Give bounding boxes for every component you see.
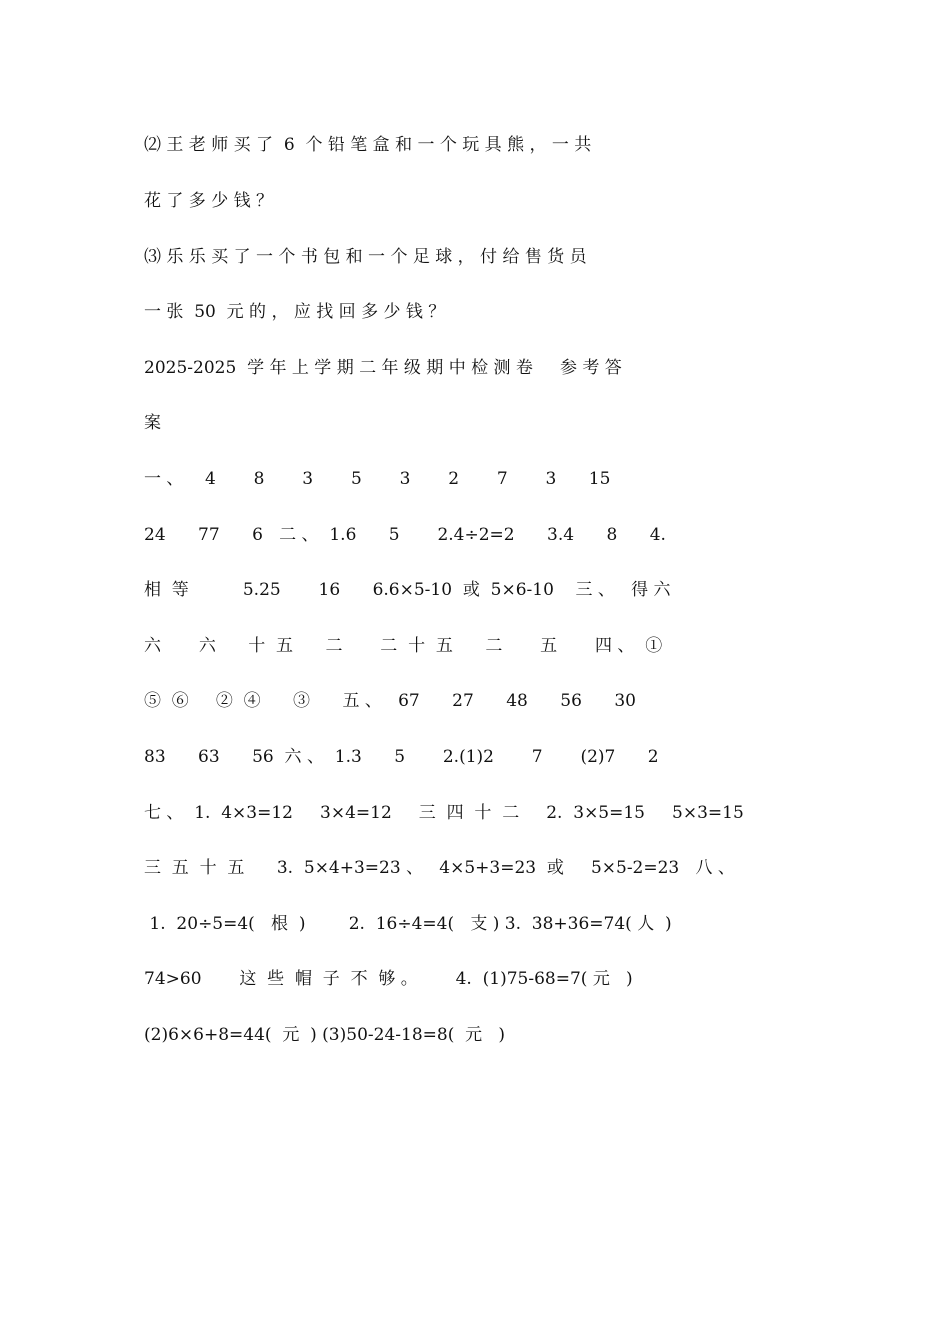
answer-line: 三 五 十 五 3. 5×4+3=23 、 4×5+3=23 或 5×5-2=23 八 、 [144,858,735,878]
question-2-line-2: 花 了 多 少 钱 ？ [144,191,274,211]
answer-key-title-cont: 案 [144,413,161,433]
answer-line: 83 63 56 六 、 1.3 5 2.(1)2 7 (2)7 2 [144,747,659,767]
answer-line: 1. 20÷5=4( 根 ) 2. 16÷4=4( 支 ) 3. 38+36=74( 人 ) [144,914,672,934]
answer-line: 一 、 4 8 3 5 3 2 7 3 15 [144,469,611,489]
question-3-line-2: 一 张 50 元 的 ， 应 找 回 多 少 钱 ？ [144,302,446,322]
answer-key-title: 2025-2025 学 年 上 学 期 二 年 级 期 中 检 测 卷 参 考 答 [144,358,622,378]
question-2-line-1: ⑵ 王 老 师 买 了 6 个 铅 笔 盒 和 一 个 玩 具 熊 ， 一 共 [144,135,592,155]
answer-line: 七 、 1. 4×3=12 3×4=12 三 四 十 二 2. 3×5=15 5×3=15 [144,803,744,823]
answer-line: 74>60 这 些 帽 子 不 够 。 4. (1)75-68=7( 元 ) [144,969,633,989]
answer-line: (2)6×6+8=44( 元 ) (3)50-24-18=8( 元 ) [144,1025,505,1045]
answer-line: 六 六 十 五 二 二 十 五 二 五 四 、 ① [144,636,663,656]
answer-line: 24 77 6 二 、 1.6 5 2.4÷2=2 3.4 8 4. [144,525,666,545]
answer-line: ⑤ ⑥ ② ④ ③ 五 、 67 27 48 56 30 [144,691,636,711]
question-3-line-1: ⑶ 乐 乐 买 了 一 个 书 包 和 一 个 足 球 ， 付 给 售 货 员 [144,247,587,267]
answer-line: 相 等 5.25 16 6.6×5-10 或 5×6-10 三 、 得 六 [144,580,671,600]
